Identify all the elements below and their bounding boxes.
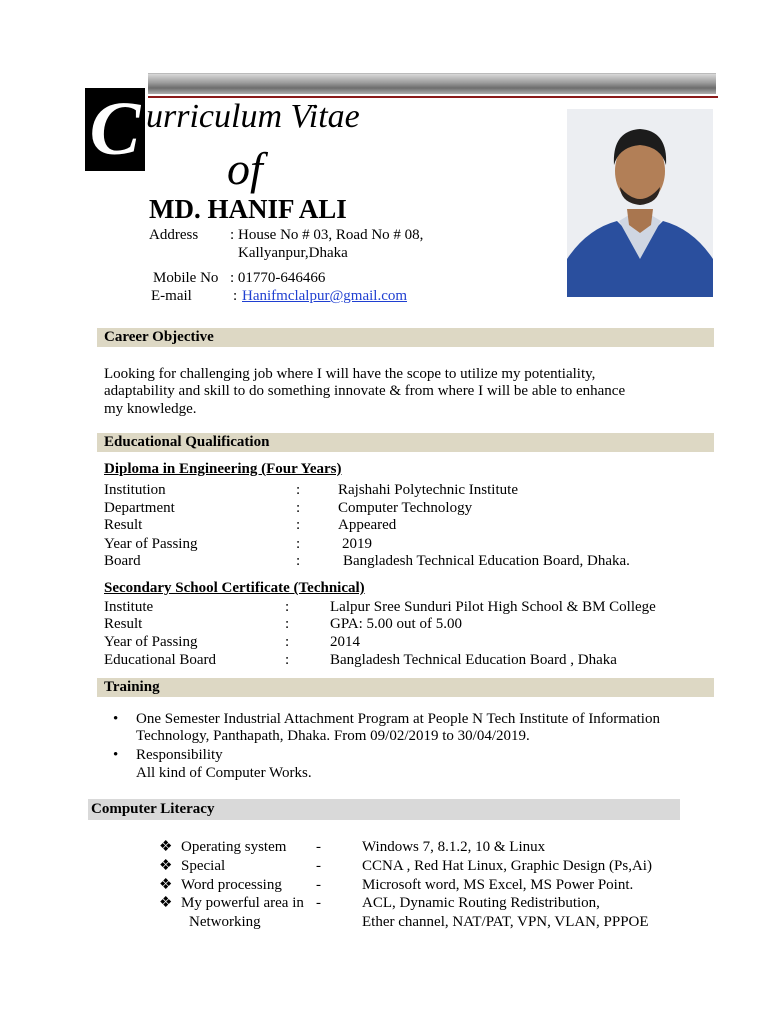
- skill-label-continued: Networking: [189, 914, 261, 930]
- skill-value-continued: Ether channel, NAT/PAT, VPN, VLAN, PPPOE: [362, 914, 649, 930]
- training-item-1-line-1: One Semester Industrial Attachment Program at People N Tech Institute of Information: [136, 711, 660, 727]
- diamond-bullet-icon: ❖: [159, 839, 173, 855]
- diploma-sep: :: [296, 536, 301, 552]
- ssc-title: Secondary School Certificate (Technical): [104, 580, 365, 596]
- section-training: Training: [97, 678, 714, 697]
- diploma-sep: :: [296, 482, 301, 498]
- diploma-value: Bangladesh Technical Education Board, Dhaka.: [343, 553, 630, 569]
- diploma-value: 2019: [342, 536, 372, 552]
- skill-dash: -: [316, 858, 321, 874]
- skill-label: Word processing: [181, 877, 282, 893]
- ssc-sep: :: [285, 634, 290, 650]
- section-computer-literacy: Computer Literacy: [88, 799, 680, 820]
- skill-dash: -: [316, 895, 321, 911]
- ssc-label: Educational Board: [104, 652, 217, 668]
- skill-value: ACL, Dynamic Routing Redistribution,: [362, 895, 600, 911]
- diploma-label: Result: [104, 517, 143, 533]
- career-line-2: adaptability and skill to do something innovate & from where I will be able to enhance: [104, 383, 626, 399]
- diploma-value: Appeared: [338, 517, 397, 533]
- training-item-1-line-2: Technology, Panthapath, Dhaka. From 09/02/2019 to 30/04/2019.: [136, 728, 530, 744]
- section-career-objective: Career Objective: [97, 328, 714, 347]
- ssc-value: GPA: 5.00 out of 5.00: [330, 616, 462, 632]
- skill-dash: -: [316, 877, 321, 893]
- header-bar: [148, 73, 716, 94]
- skill-value: CCNA , Red Hat Linux, Graphic Design (Ps,Ai): [362, 858, 652, 874]
- skill-label: Operating system: [181, 839, 287, 855]
- training-item-2-line-2: All kind of Computer Works.: [136, 765, 312, 781]
- ssc-value: Lalpur Sree Sunduri Pilot High School & BM College: [330, 599, 656, 615]
- ssc-value: 2014: [330, 634, 360, 650]
- diploma-label: Board: [104, 553, 141, 569]
- email-sep: :: [233, 288, 238, 304]
- profile-photo: [567, 109, 713, 297]
- address-label: Address: [149, 227, 199, 243]
- profile-photo-image: [567, 109, 713, 297]
- diamond-bullet-icon: ❖: [159, 877, 173, 893]
- address-sep: :: [230, 227, 235, 243]
- ssc-sep: :: [285, 599, 290, 615]
- training-item-2-line-1: Responsibility: [136, 747, 223, 763]
- address-line1: House No # 03, Road No # 08,: [238, 227, 424, 243]
- skill-dash: -: [316, 839, 321, 855]
- diploma-title: Diploma in Engineering (Four Years): [104, 461, 342, 477]
- email-link[interactable]: Hanifmclalpur@gmail.com: [242, 288, 408, 304]
- training-bullet: •: [113, 711, 119, 727]
- ssc-sep: :: [285, 652, 290, 668]
- diploma-value: Rajshahi Polytechnic Institute: [338, 482, 518, 498]
- mobile-label: Mobile No: [153, 270, 219, 286]
- skill-value: Windows 7, 8.1.2, 10 & Linux: [362, 839, 546, 855]
- page-title: urriculum Vitae: [146, 98, 360, 135]
- section-education: Educational Qualification: [97, 433, 714, 452]
- skill-value: Microsoft word, MS Excel, MS Power Point.: [362, 877, 634, 893]
- ssc-value: Bangladesh Technical Education Board , Dhaka: [330, 652, 617, 668]
- skill-label: Special: [181, 858, 226, 874]
- career-line-1: Looking for challenging job where I will have the scope to utilize my potentiality,: [104, 366, 596, 382]
- training-bullet: •: [113, 747, 119, 763]
- career-line-3: my knowledge.: [104, 401, 197, 417]
- address-line2: Kallyanpur,Dhaka: [238, 245, 348, 261]
- skill-label: My powerful area in: [181, 895, 304, 911]
- diploma-label: Department: [104, 500, 175, 516]
- ssc-label: Result: [104, 616, 143, 632]
- ssc-sep: :: [285, 616, 290, 632]
- diploma-sep: :: [296, 500, 301, 516]
- diamond-bullet-icon: ❖: [159, 895, 173, 911]
- diamond-bullet-icon: ❖: [159, 858, 173, 874]
- diploma-label: Year of Passing: [104, 536, 198, 552]
- title-of: of: [227, 143, 263, 194]
- diploma-label: Institution: [104, 482, 166, 498]
- mobile-value: : 01770-646466: [230, 270, 326, 286]
- candidate-name: MD. HANIF ALI: [149, 194, 347, 224]
- ssc-label: Institute: [104, 599, 154, 615]
- email-label: E-mail: [151, 288, 192, 304]
- diploma-sep: :: [296, 553, 301, 569]
- title-initial: C: [85, 88, 145, 171]
- diploma-value: Computer Technology: [338, 500, 473, 516]
- ssc-label: Year of Passing: [104, 634, 198, 650]
- diploma-sep: :: [296, 517, 301, 533]
